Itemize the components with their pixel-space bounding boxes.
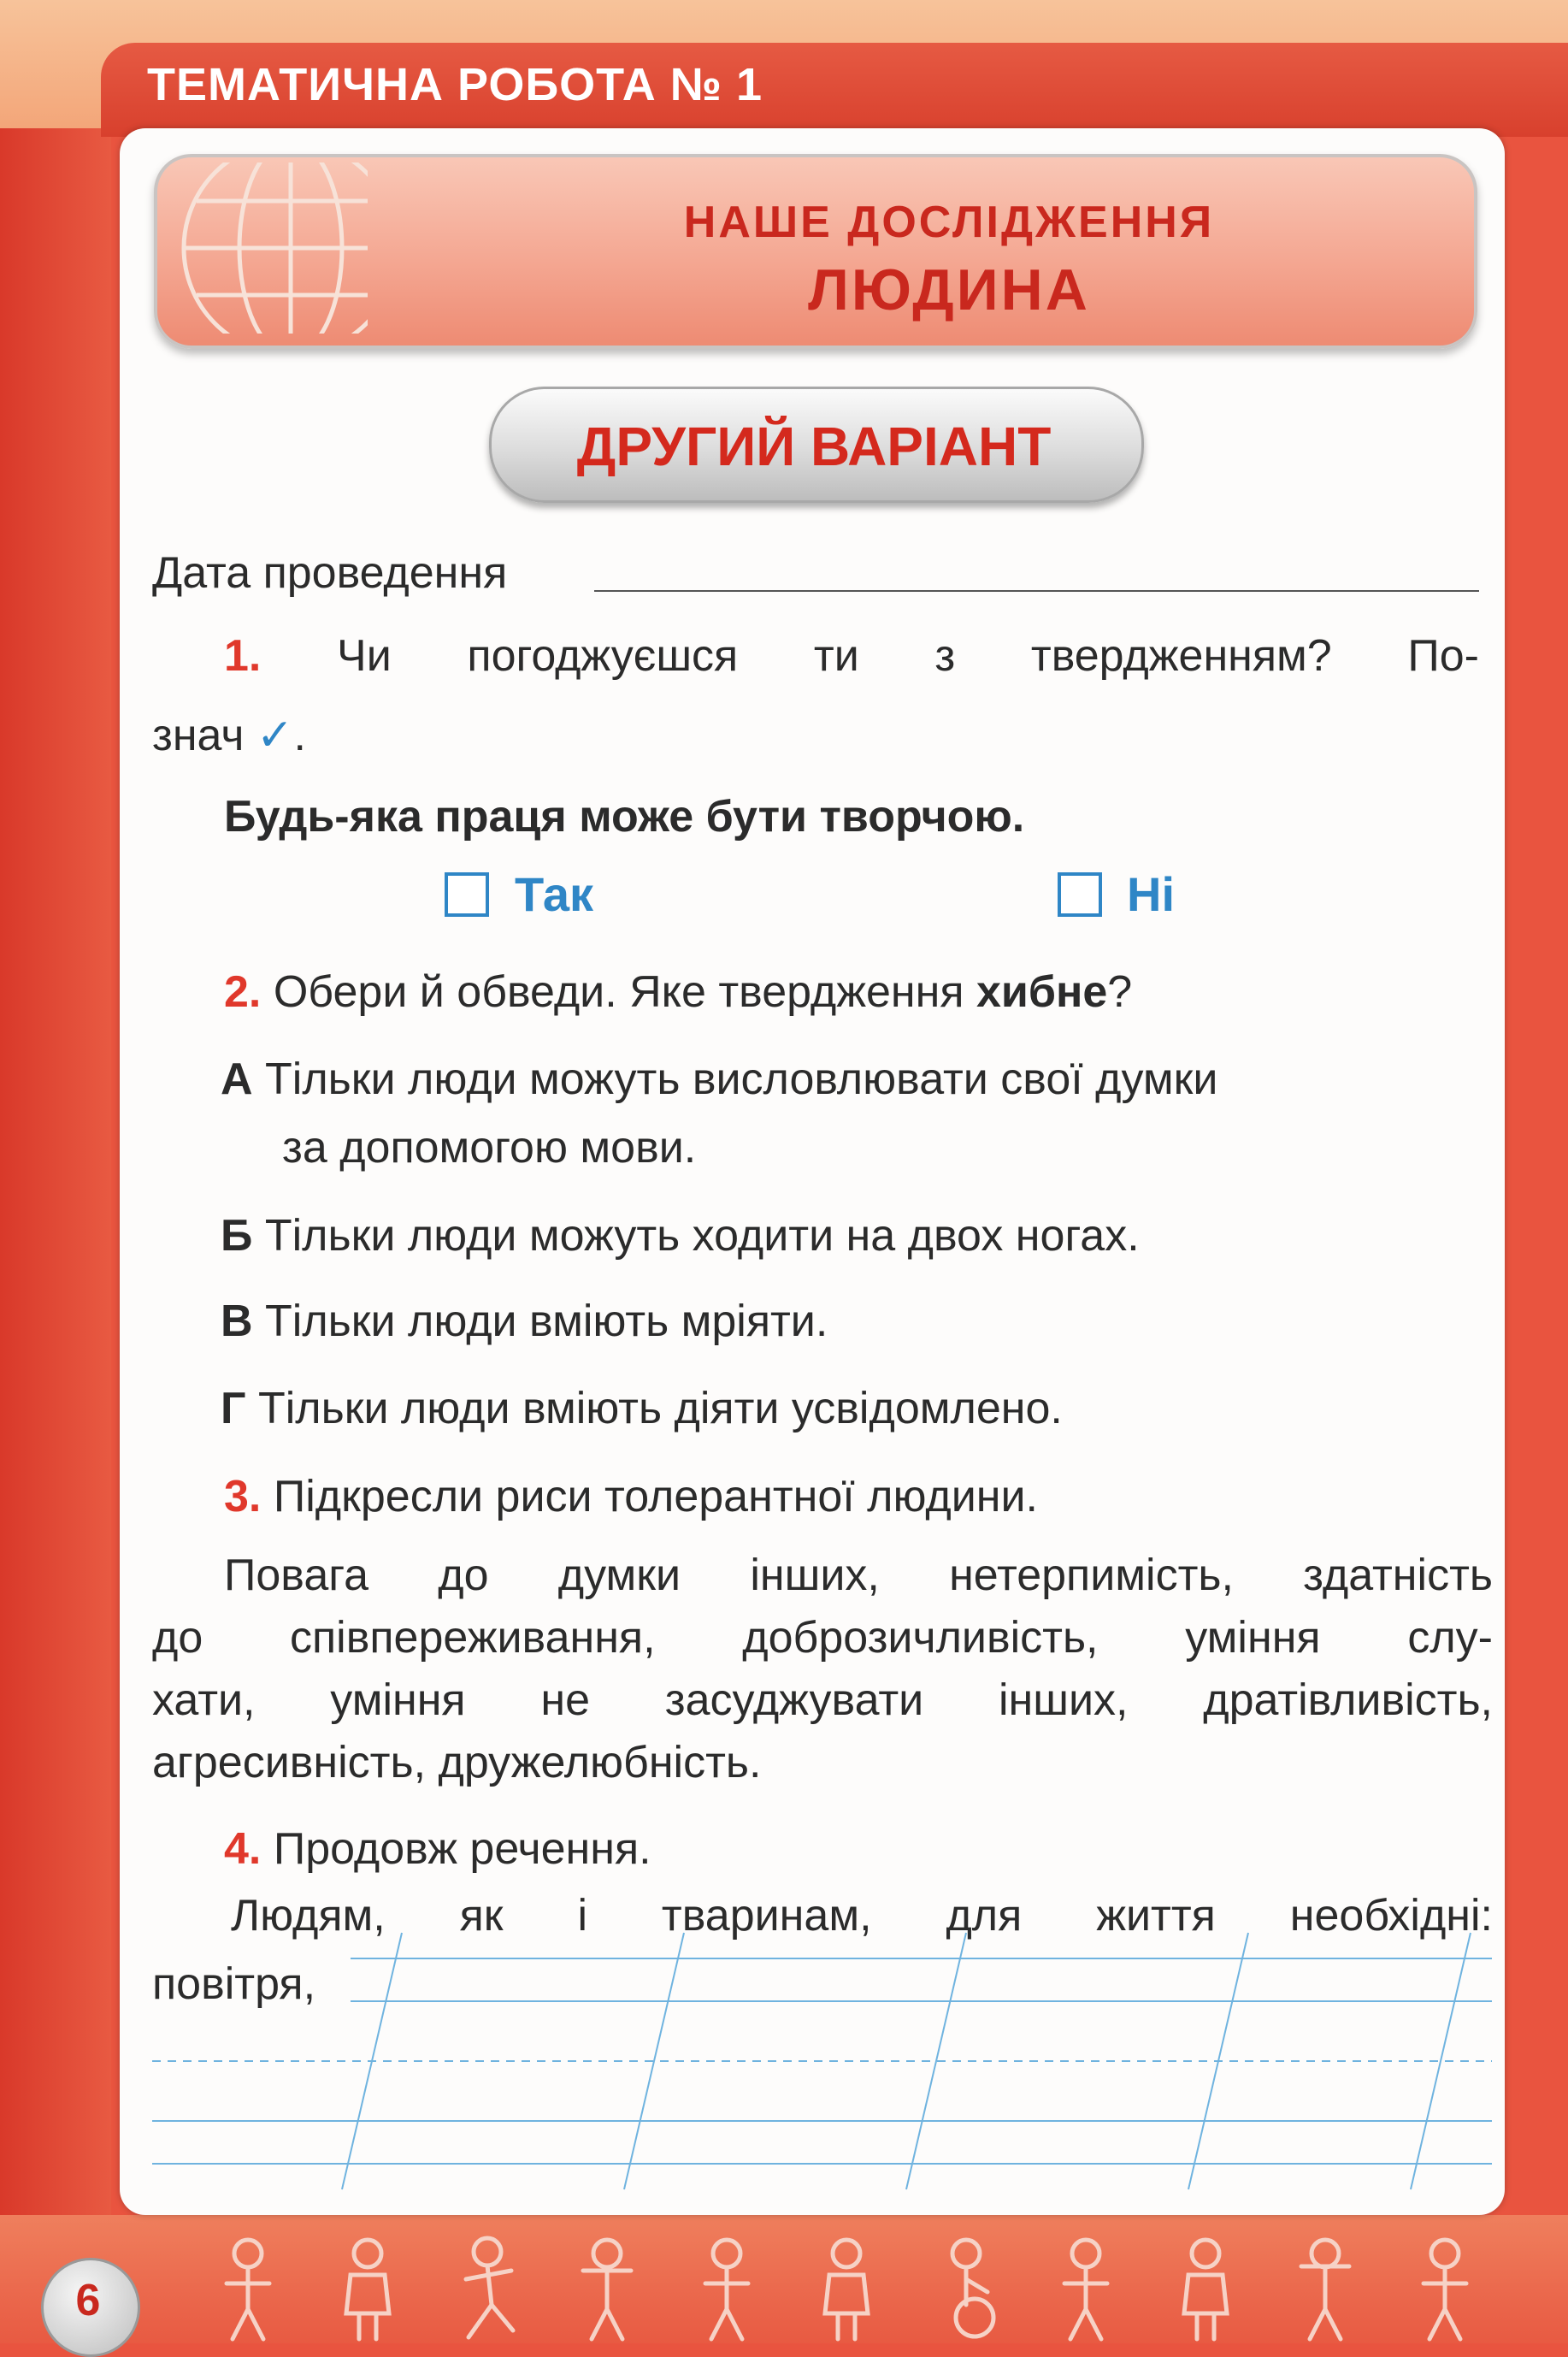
answer-c[interactable]: В Тільки люди вміють мріяти. (221, 1297, 828, 1346)
answer-b[interactable]: Б Тільки люди можуть ходити на двох ногах. (221, 1211, 1140, 1261)
option-no-label: Ні (1127, 867, 1175, 921)
q2-prompt: 2. Обери й обведи. Яке твердження хибне? (224, 967, 1133, 1017)
q1-line1: 1. Чи погоджуєшся ти з твердженням? По- (224, 631, 1479, 681)
q4-prompt: 4. Продовж речення. (224, 1824, 651, 1874)
answer-d[interactable]: Г Тільки люди вміють діяти усвідомлено. (221, 1384, 1063, 1433)
variant-label: ДРУГИЙ ВАРІАНТ (576, 416, 1052, 477)
answer-a[interactable]: А Тільки люди можуть висловлювати свої думки (221, 1054, 1218, 1104)
decorative-people-icons (205, 2228, 1556, 2343)
banner-subtitle: НАШЕ ДОСЛІДЖЕННЯ (683, 198, 1215, 247)
date-label: Дата проведення (152, 548, 508, 598)
q1-line2: знач ✓. (152, 711, 306, 760)
q3-text-line3[interactable]: хати, уміння не засуджувати інших, дратівливість, (152, 1675, 1493, 1725)
q4-sentence: Людям, як і тваринам, для життя необхідні: (231, 1891, 1493, 1941)
page-header-title: ТЕМАТИЧНА РОБОТА № 1 (147, 59, 763, 110)
q3-text-line4[interactable]: агресивність, дружелюбність. (152, 1738, 762, 1787)
q4-number: 4. (224, 1824, 262, 1874)
q2-number: 2. (224, 967, 262, 1017)
q1-statement: Будь-яка праця може бути творчою. (224, 792, 1025, 842)
option-yes-label: Так (515, 867, 593, 921)
q3-number: 3. (224, 1472, 262, 1521)
q3-text-line1[interactable]: Повага до думки інших, нетерпимість, здатність (224, 1551, 1493, 1600)
q3-text-line2[interactable]: до співпереживання, доброзичливість, уміння слу- (152, 1613, 1493, 1663)
page-number: 6 (75, 2276, 101, 2325)
banner-title: ЛЮДИНА (808, 257, 1090, 322)
q1-number: 1. (224, 631, 262, 681)
checkmark-icon: ✓ (256, 711, 294, 760)
q4-sentence-line2: повітря, (152, 1959, 316, 2009)
answer-a-line2: за допомогою мови. (282, 1123, 697, 1173)
q3-prompt: 3. Підкресли риси толерантної людини. (224, 1472, 1038, 1521)
